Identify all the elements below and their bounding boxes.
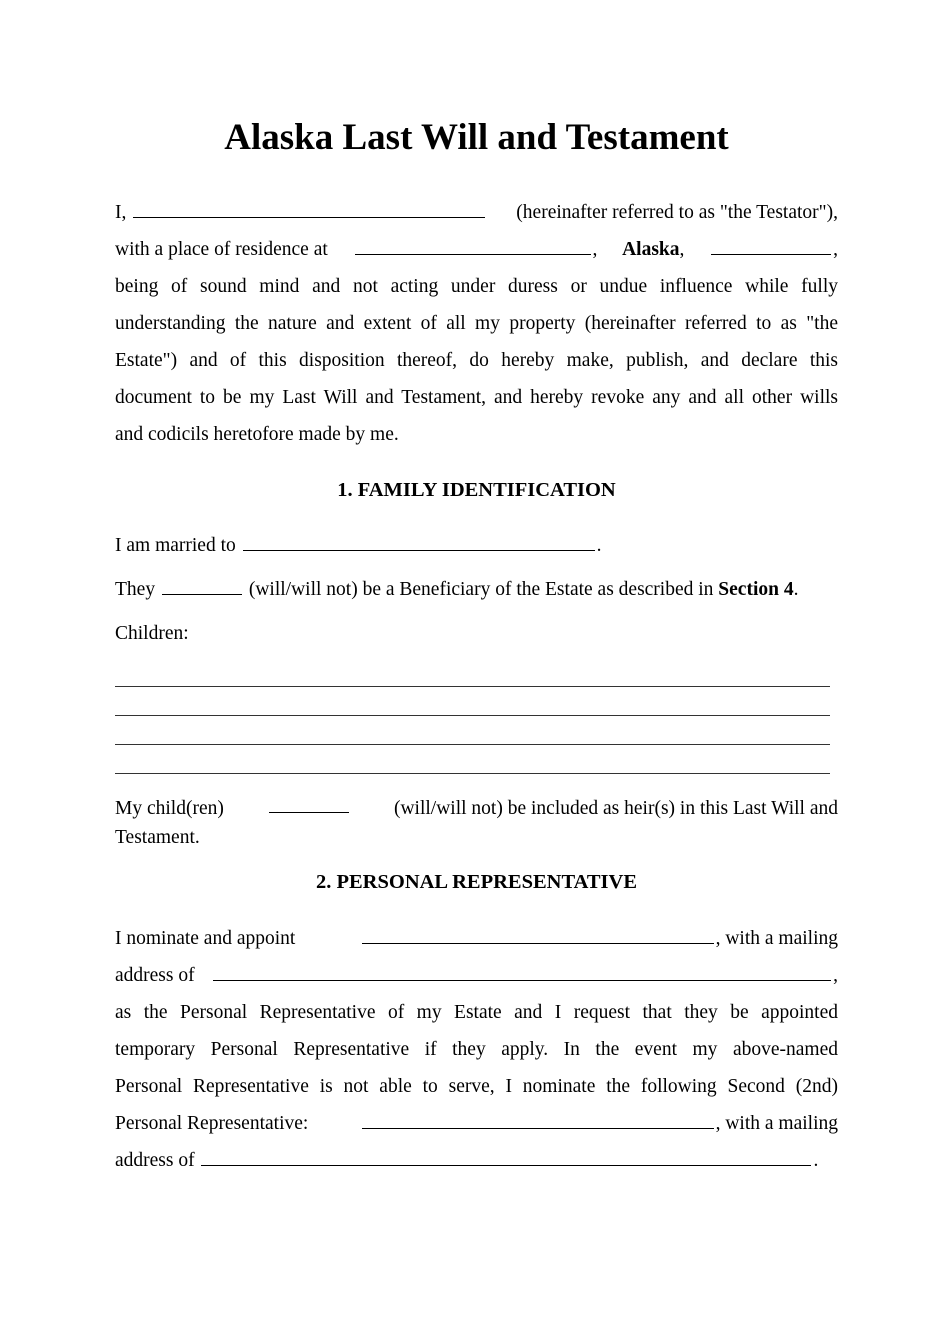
- spouse-beneficiary-field[interactable]: [162, 576, 242, 595]
- section-2-heading: 2. PERSONAL REPRESENTATIVE: [315, 871, 638, 893]
- intro-line-4: understanding the nature and extent of all my property (hereinafter referred to as "the: [115, 313, 838, 334]
- intro-line-6: document to be my Last Will and Testament, and hereby revoke any and all other wills: [115, 387, 838, 408]
- intro-line-7: and codicils heretofore made by me.: [115, 424, 399, 445]
- intro-text: (hereinafter referred to as "the Testator"),: [516, 202, 838, 223]
- rep-line-6: Personal Representative: , with a mailing: [115, 1105, 838, 1142]
- children-label: Children:: [115, 623, 189, 644]
- spouse-beneficiary-line: They (will/will not) be a Beneficiary of the Estate as described in Section 4.: [115, 576, 798, 604]
- section-1-heading: 1. FAMILY IDENTIFICATION: [337, 479, 616, 501]
- representative-name-field[interactable]: [362, 925, 714, 944]
- child-name-field-2[interactable]: [115, 715, 830, 716]
- child-name-field-1[interactable]: [115, 686, 830, 687]
- testator-name-field[interactable]: [133, 199, 485, 218]
- rep-line-3: as the Personal Representative of my Estate and I request that they be appointed: [115, 1002, 838, 1023]
- spouse-name-field[interactable]: [243, 532, 595, 551]
- intro-line-1: [115, 194, 838, 231]
- second-representative-name-field[interactable]: [362, 1110, 714, 1129]
- rep-line-5: Personal Representative is not able to serve, I nominate the following Second (2nd): [115, 1076, 838, 1097]
- intro-line-5: Estate") and of this disposition thereof, do hereby make, publish, and declare this: [115, 350, 838, 371]
- second-representative-address-field[interactable]: [201, 1147, 811, 1166]
- representative-paragraph: [115, 920, 838, 1179]
- intro-paragraph: [115, 194, 838, 453]
- rep-line-1: I nominate and appoint , with a mailing: [115, 920, 838, 957]
- intro-line-3: being of sound mind and not acting under duress or undue influence while fully: [115, 276, 838, 297]
- child-name-field-4[interactable]: [115, 773, 830, 774]
- state-name: Alaska: [622, 239, 680, 260]
- representative-address-field[interactable]: [213, 962, 831, 981]
- section-4-reference: Section 4: [718, 579, 794, 600]
- intro-text: with a place of residence at: [115, 239, 328, 260]
- intro-line-2: with a place of residence at , Alaska, ,: [115, 231, 838, 268]
- children-heirs-paragraph: My child(ren) (will/will not) be included as heir(s) in this Last Will and Testament.: [115, 794, 838, 852]
- residence-city-field[interactable]: [355, 236, 591, 255]
- rep-line-7: address of .: [115, 1142, 838, 1179]
- residence-zip-field[interactable]: [711, 236, 831, 255]
- married-line: I am married to .: [115, 532, 602, 560]
- document-title: Alaska Last Will and Testament: [224, 117, 729, 158]
- children-heirs-field[interactable]: [269, 794, 349, 813]
- child-name-field-3[interactable]: [115, 744, 830, 745]
- rep-line-4: temporary Personal Representative if they apply. In the event my above-named: [115, 1039, 838, 1060]
- intro-text: I,: [115, 202, 127, 223]
- rep-line-2: address of ,: [115, 957, 838, 994]
